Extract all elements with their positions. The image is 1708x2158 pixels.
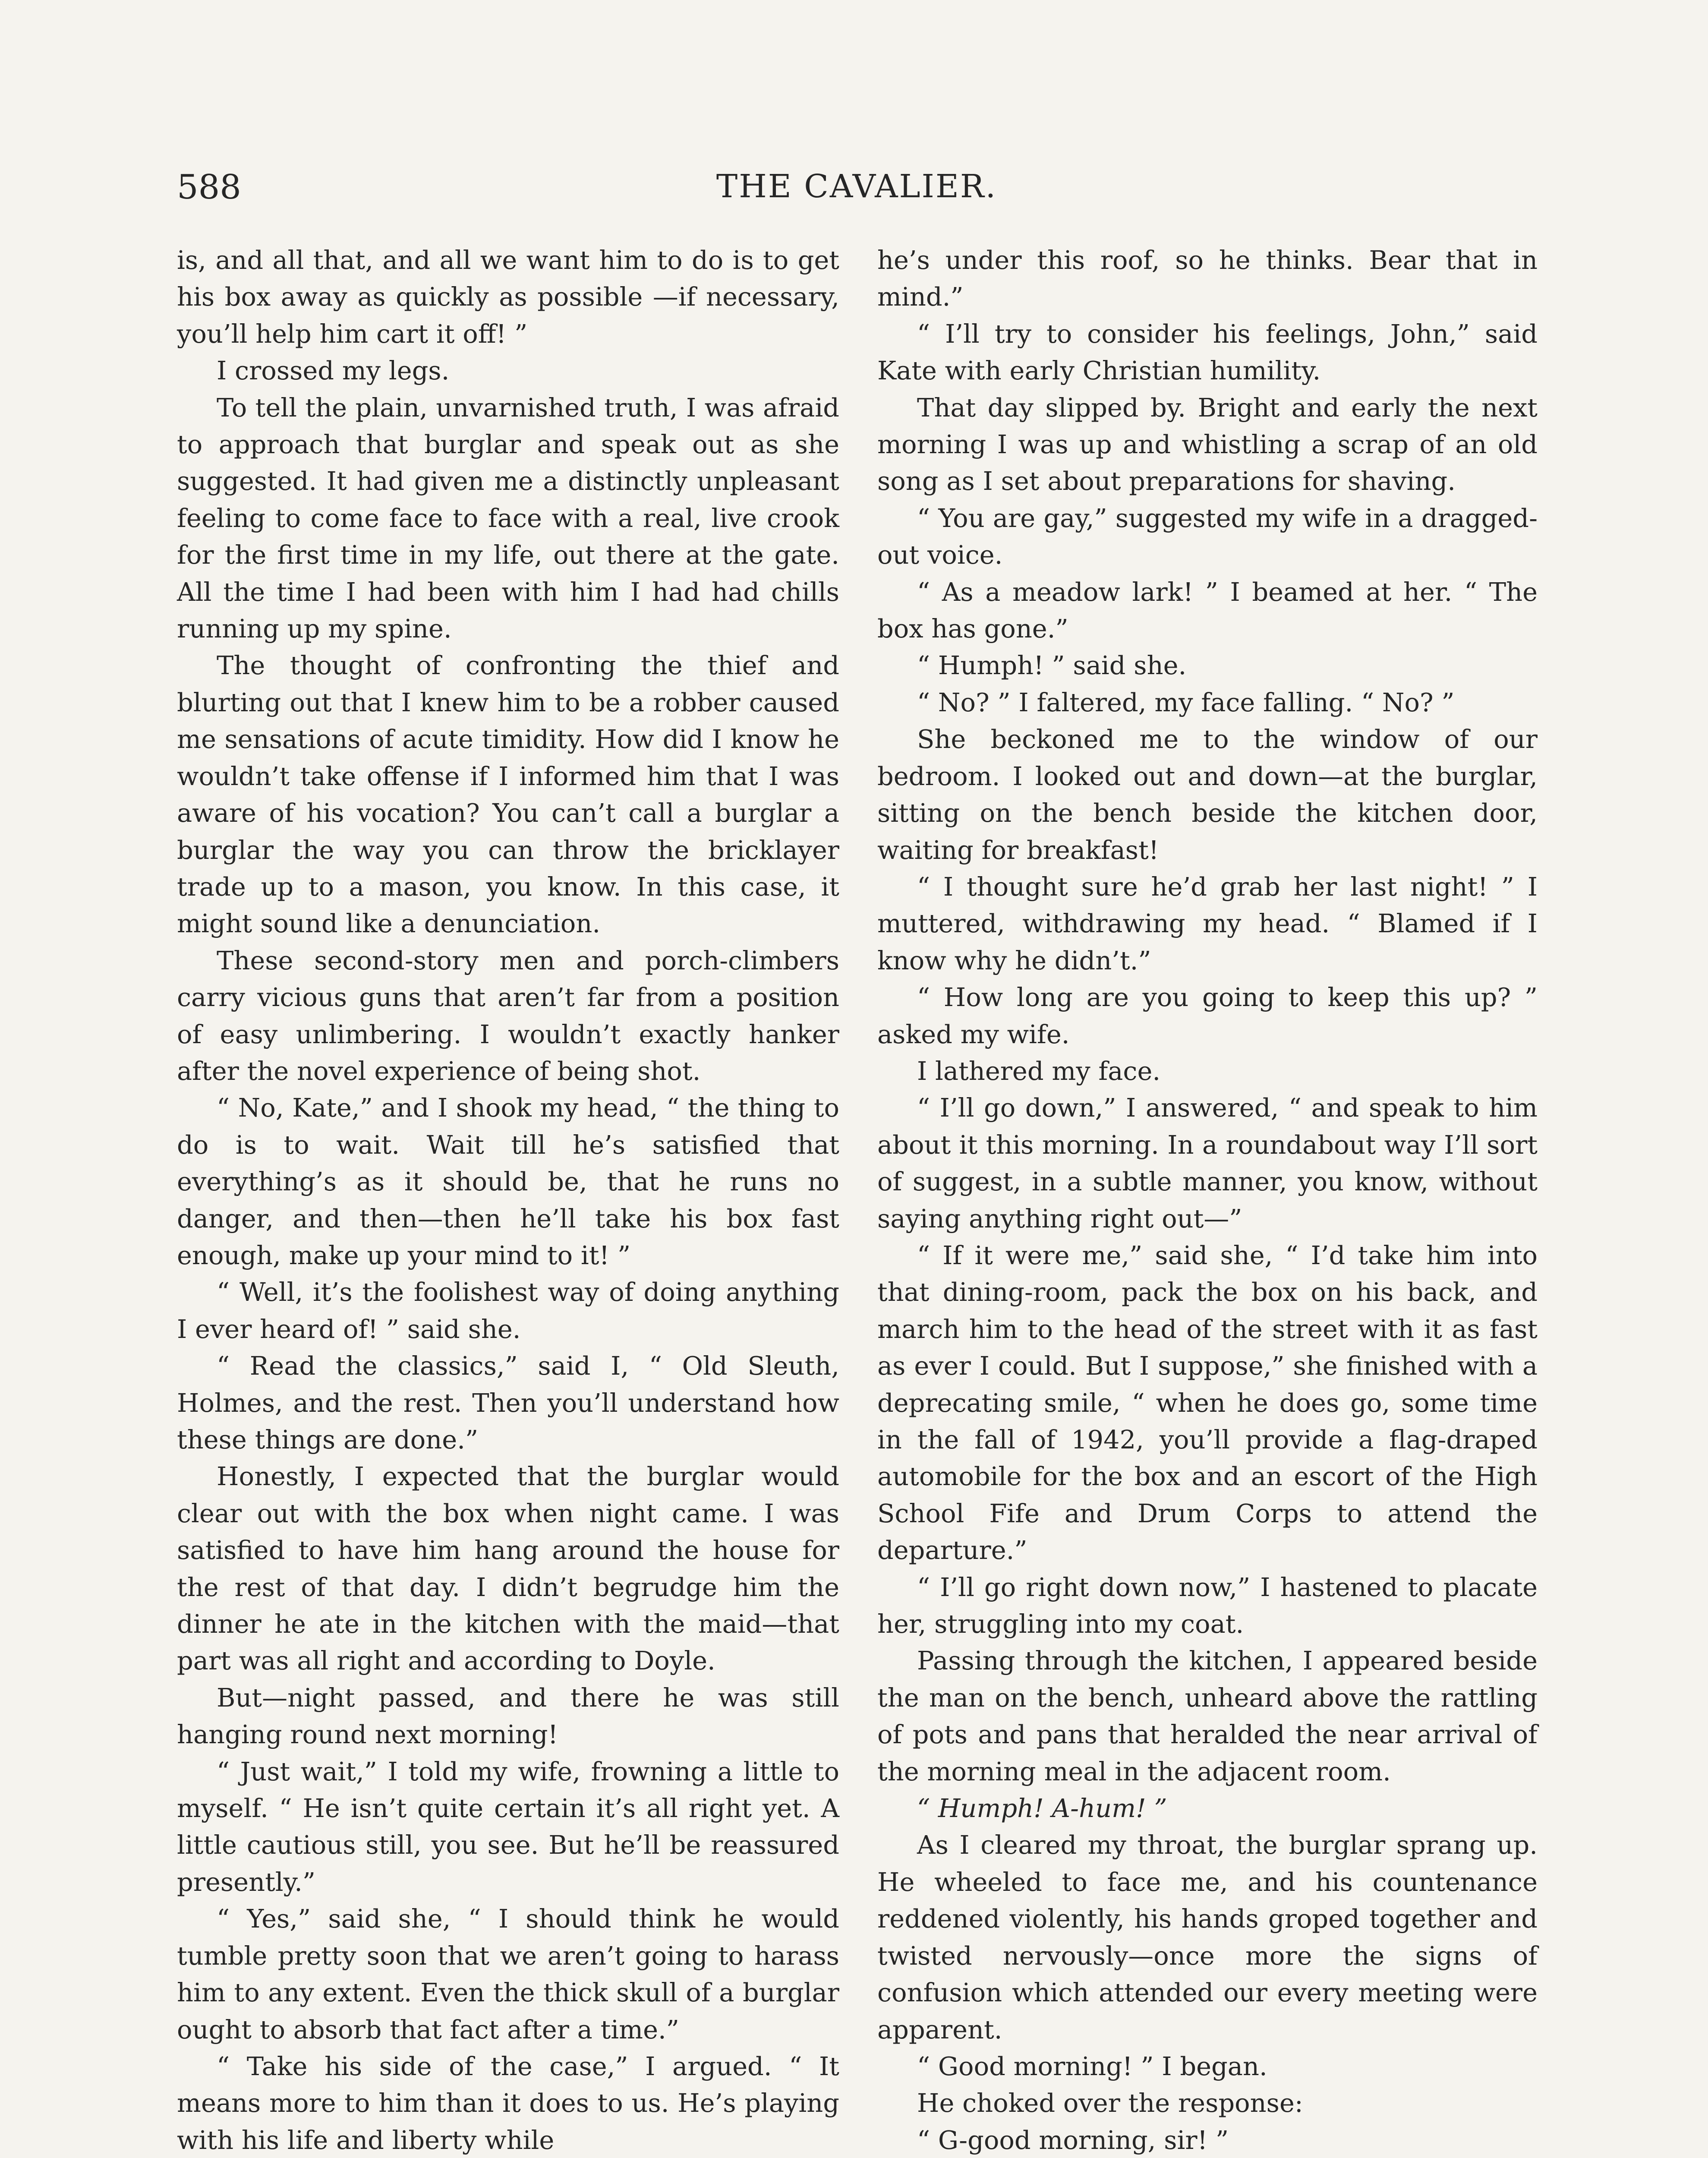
paragraph: “ G-good morning, sir! ” — [917, 2125, 1229, 2155]
paragraph: But—night passed, and there he was still hanging round next morning! — [177, 1682, 839, 1750]
paragraph: He choked over the response: — [917, 2088, 1303, 2118]
right-text-column — [877, 242, 1538, 2158]
paragraph: “ As a meadow lark! ” I beamed at her. “ The box has gone.” — [877, 577, 1538, 644]
left-text-column — [177, 242, 839, 2158]
paragraph: he’s under this roof, so he thinks. Bear that in mind.” — [877, 245, 1538, 312]
paragraph: She beckoned me to the window of our bedroom. I looked out and down—at the burglar, sitting on the bench beside the kitchen door, waiting for breakfast! — [877, 724, 1538, 865]
paragraph: Passing through the kitchen, I appeared beside the man on the bench, unheard above the rattling of pots and pans that heralded the near arrival of the morning meal in the adjacent room. — [877, 1646, 1538, 1786]
page-header — [177, 170, 1536, 218]
paragraph: As I cleared my throat, the burglar sprang up. He wheeled to face me, and his countenance reddened violently, his hands groped together and twisted nervously—once more the signs of confusion which attended our every meeting were apparent. — [877, 1830, 1538, 2044]
paragraph: “ If it were me,” said she, “ I’d take him into that dining-room, pack the box on his back, and march him to the head of the street with it as fast as ever I could. But I suppose,” she finished with a deprecating smile, “ when he does go, some time in the fall of 1942, you’ll provide a flag-draped automobile for the box and an escort of the High School Fife and Drum Corps to attend the departure.” — [877, 1240, 1538, 1565]
paragraph: “ I’ll go down,” I answered, “ and speak to him about it this morning. In a roundabout way I’ll sort of suggest, in a subtle manner, you know, without saying anything right out—” — [877, 1093, 1538, 1234]
paragraph: “ Just wait,” I told my wife, frowning a little to myself. “ He isn’t quite certain it’s all right yet. A little cautious still, you see. But he’ll be reassured presently.” — [177, 1756, 839, 1897]
paragraph: I crossed my legs. — [217, 356, 450, 386]
page-number: 588 — [177, 168, 241, 207]
paragraph: “ Well, it’s the foolishest way of doing anything I ever heard of! ” said she. — [177, 1277, 839, 1344]
paragraph: is, and all that, and all we want him to do is to get his box away as quickly as possible —if necessary, you’ll help him cart it off! ” — [177, 245, 839, 349]
paragraph: “ Read the classics,” said I, “ Old Sleuth, Holmes, and the rest. Then you’ll understand how these things are done.” — [177, 1351, 839, 1454]
paragraph: “ I’ll try to consider his feelings, John,” said Kate with early Christian humility. — [877, 319, 1538, 386]
paragraph: That day slipped by. Bright and early the next morning I was up and whistling a scrap of an old song as I set about preparations for shaving. — [877, 392, 1538, 496]
paragraph: “ Humph! ” said she. — [917, 650, 1187, 681]
paragraph: “ I’ll go right down now,” I hastened to placate her, struggling into my coat. — [877, 1572, 1538, 1639]
paragraph: These second-story men and porch-climbers carry vicious guns that aren’t far from a position of easy unlimbering. I wouldn’t exactly hanker after the novel experience of being shot. — [177, 945, 839, 1086]
paragraph: The thought of confronting the thief and blurting out that I knew him to be a robber caused me sensations of acute timidity. How did I know he wouldn’t take offense if I informed him that I was aware of his vocation? You can’t call a burglar a burglar the way you can throw the bricklayer trade up to a mason, you know. In this case, it might sound like a denunciation. — [177, 650, 839, 939]
paragraph: “ I thought sure he’d grab her last night! ” I muttered, withdrawing my head. “ Blamed if I know why he didn’t.” — [877, 871, 1538, 975]
paragraph: I lathered my face. — [917, 1056, 1161, 1086]
paragraph: “ You are gay,” suggested my wife in a dragged-out voice. — [877, 503, 1538, 570]
paragraph: “ Take his side of the case,” I argued. “ It means more to him than it does to us. He’s playing with his life and liberty while — [177, 2051, 839, 2155]
paragraph: “ Good morning! ” I began. — [917, 2051, 1267, 2081]
paragraph: “ No, Kate,” and I shook my head, “ the thing to do is to wait. Wait till he’s satisfied that everything’s as it should be, that he runs no danger, and then—then he’ll take his box fast enough, make up your mind to it! ” — [177, 1093, 839, 1270]
paragraph: “ How long are you going to keep this up? ” asked my wife. — [877, 982, 1538, 1049]
paragraph: “ Yes,” said she, “ I should think he would tumble pretty soon that we aren’t going to harass him to any extent. Even the thick skull of a burglar ought to absorb that fact after a time.” — [177, 1904, 839, 2044]
paragraph: Honestly, I expected that the burglar would clear out with the box when night came. I was satisfied to have him hang around the house for the rest of that day. I didn’t begrudge him the dinner he ate in the kitchen with the maid—that part was all right and according to Doyle. — [177, 1461, 839, 1676]
paragraph: “ Humph! A-hum! ” — [917, 1793, 1167, 1824]
running-title: THE CAVALIER. — [716, 168, 997, 205]
paragraph: To tell the plain, unvarnished truth, I was afraid to approach that burglar and speak out as she suggested. It had given me a distinctly unpleasant feeling to come face to face with a real, live crook for the first time in my life, out there at the gate. All the time I had been with him I had had chills running up my spine. — [177, 392, 839, 644]
paragraph: “ No? ” I faltered, my face falling. “ No? ” — [917, 687, 1455, 717]
